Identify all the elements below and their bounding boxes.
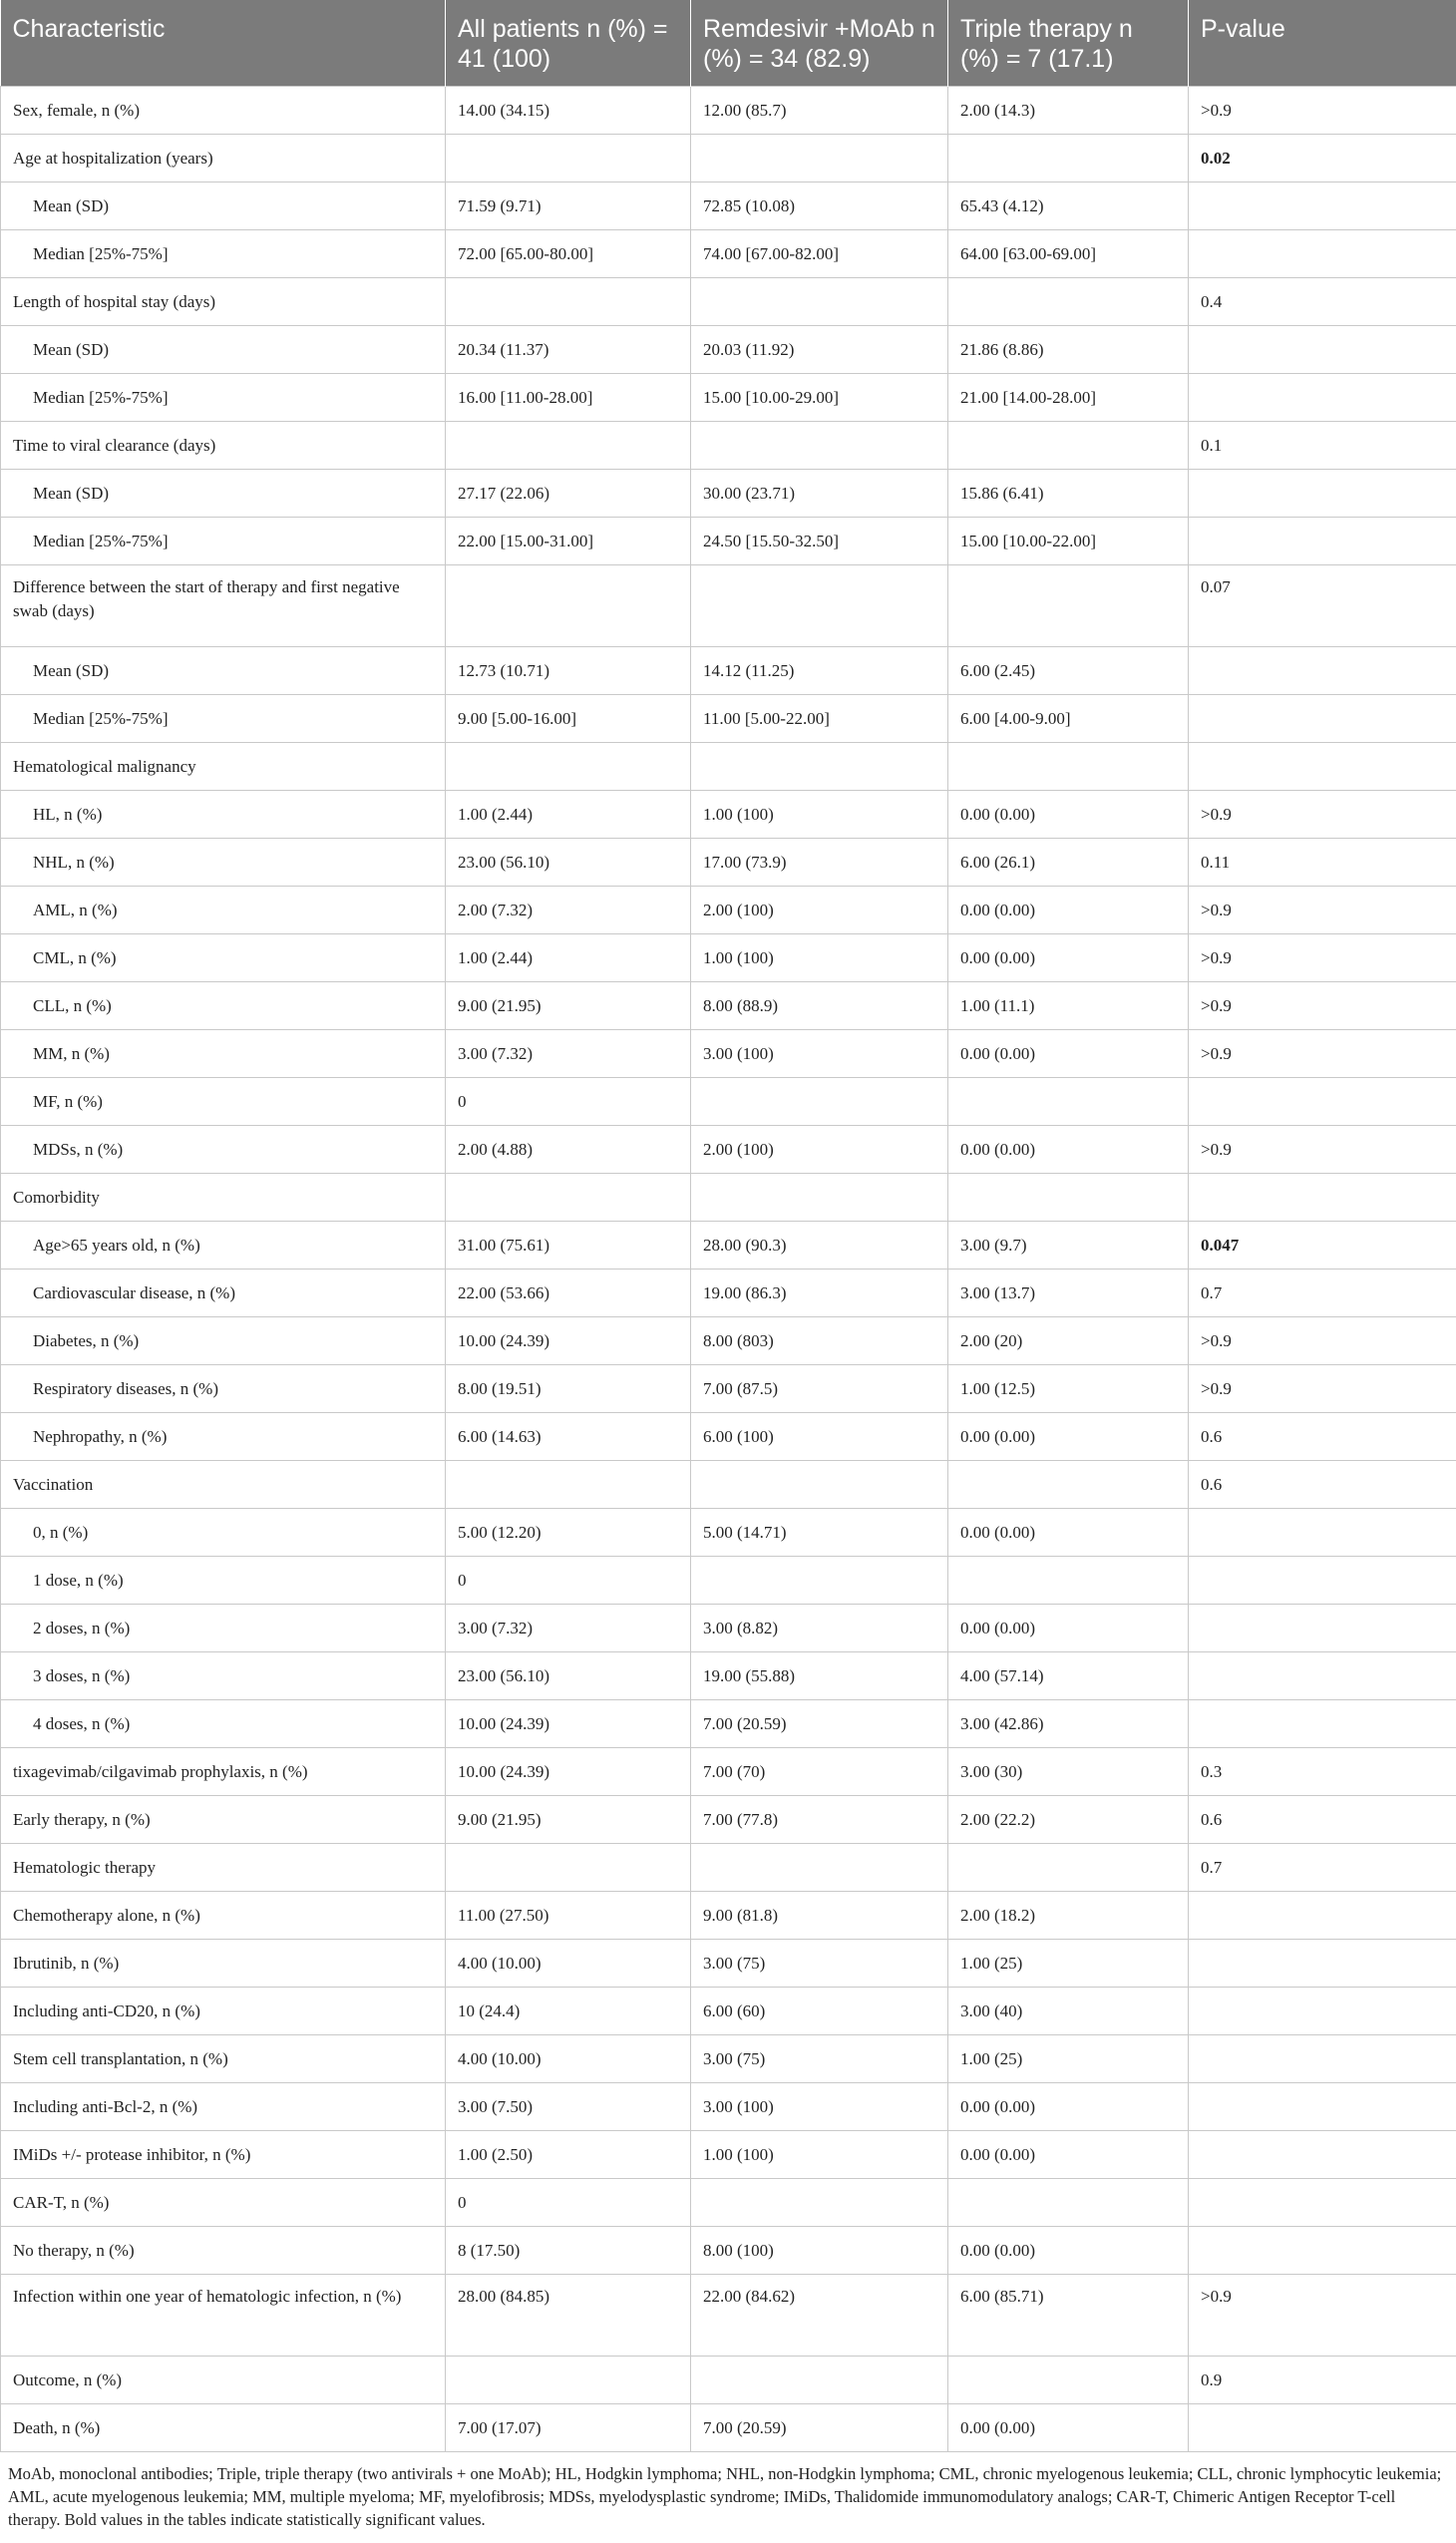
cell-triple-therapy: 3.00 (9.7) [948, 1222, 1189, 1270]
cell-remdesivir-moab [691, 1078, 948, 1126]
cell-characteristic: Cardiovascular disease, n (%) [1, 1270, 446, 1317]
cell-p-value [1189, 695, 1456, 743]
cell-p-value: >0.9 [1189, 1030, 1456, 1078]
cell-triple-therapy: 2.00 (22.2) [948, 1796, 1189, 1844]
cell-all-patients: 0 [446, 1557, 691, 1605]
table-row [1, 182, 1456, 230]
cell-characteristic: tixagevimab/cilgavimab prophylaxis, n (%) [1, 1748, 446, 1796]
cell-characteristic: CAR-T, n (%) [1, 2179, 446, 2227]
cell-triple-therapy: 0.00 (0.00) [948, 934, 1189, 982]
cell-remdesivir-moab: 12.00 (85.7) [691, 87, 948, 135]
cell-remdesivir-moab: 3.00 (100) [691, 1030, 948, 1078]
cell-remdesivir-moab: 9.00 (81.8) [691, 1892, 948, 1940]
cell-characteristic: 1 dose, n (%) [1, 1557, 446, 1605]
cell-p-value [1189, 1892, 1456, 1940]
cell-all-patients [446, 1174, 691, 1222]
cell-triple-therapy: 6.00 [4.00-9.00] [948, 695, 1189, 743]
cell-remdesivir-moab: 8.00 (100) [691, 2227, 948, 2275]
cell-triple-therapy: 6.00 (85.71) [948, 2275, 1189, 2357]
cell-all-patients: 28.00 (84.85) [446, 2275, 691, 2357]
cell-characteristic: Median [25%-75%] [1, 230, 446, 278]
table-row [1, 2083, 1456, 2131]
cell-remdesivir-moab: 11.00 [5.00-22.00] [691, 695, 948, 743]
cell-remdesivir-moab: 8.00 (803) [691, 1317, 948, 1365]
table-row [1, 1940, 1456, 1988]
table-row [1, 1844, 1456, 1892]
cell-all-patients: 14.00 (34.15) [446, 87, 691, 135]
cell-characteristic: 0, n (%) [1, 1509, 446, 1557]
cell-all-patients: 10 (24.4) [446, 1988, 691, 2035]
table-header [1, 0, 1456, 87]
cell-characteristic: 2 doses, n (%) [1, 1605, 446, 1652]
cell-p-value: 0.1 [1189, 422, 1456, 470]
cell-p-value [1189, 2227, 1456, 2275]
header-all-patients: All patients n (%) = 41 (100) [446, 0, 691, 87]
cell-all-patients: 3.00 (7.32) [446, 1030, 691, 1078]
cell-characteristic: MM, n (%) [1, 1030, 446, 1078]
cell-p-value [1189, 1174, 1456, 1222]
table-row [1, 1700, 1456, 1748]
cell-p-value: >0.9 [1189, 1126, 1456, 1174]
cell-p-value [1189, 1605, 1456, 1652]
cell-all-patients [446, 1844, 691, 1892]
cell-characteristic: MDSs, n (%) [1, 1126, 446, 1174]
table-row [1, 791, 1456, 839]
cell-characteristic: Time to viral clearance (days) [1, 422, 446, 470]
cell-characteristic: Early therapy, n (%) [1, 1796, 446, 1844]
cell-p-value: >0.9 [1189, 1365, 1456, 1413]
cell-all-patients [446, 565, 691, 647]
cell-all-patients: 3.00 (7.50) [446, 2083, 691, 2131]
table-row [1, 1413, 1456, 1461]
cell-characteristic: Sex, female, n (%) [1, 87, 446, 135]
cell-all-patients: 12.73 (10.71) [446, 647, 691, 695]
cell-remdesivir-moab: 19.00 (55.88) [691, 1652, 948, 1700]
table-row [1, 1796, 1456, 1844]
table-row [1, 565, 1456, 647]
table-row [1, 2131, 1456, 2179]
cell-triple-therapy: 0.00 (0.00) [948, 2227, 1189, 2275]
header-remdesivir-moab: Remdesivir +MoAb n (%) = 34 (82.9) [691, 0, 948, 87]
cell-remdesivir-moab: 6.00 (100) [691, 1413, 948, 1461]
cell-all-patients [446, 422, 691, 470]
table-row [1, 326, 1456, 374]
cell-remdesivir-moab: 8.00 (88.9) [691, 982, 948, 1030]
table-row [1, 1892, 1456, 1940]
cell-characteristic: Mean (SD) [1, 182, 446, 230]
cell-p-value: >0.9 [1189, 1317, 1456, 1365]
table-row [1, 887, 1456, 934]
cell-remdesivir-moab: 3.00 (8.82) [691, 1605, 948, 1652]
cell-triple-therapy: 2.00 (14.3) [948, 87, 1189, 135]
cell-characteristic: Mean (SD) [1, 470, 446, 518]
cell-p-value: >0.9 [1189, 934, 1456, 982]
cell-characteristic: CLL, n (%) [1, 982, 446, 1030]
cell-remdesivir-moab [691, 2357, 948, 2404]
cell-p-value: 0.07 [1189, 565, 1456, 647]
header-characteristic: Characteristic [1, 0, 446, 87]
cell-all-patients [446, 278, 691, 326]
header-p-value: P-value [1189, 0, 1456, 87]
cell-remdesivir-moab: 3.00 (100) [691, 2083, 948, 2131]
cell-triple-therapy: 2.00 (18.2) [948, 1892, 1189, 1940]
table-row [1, 135, 1456, 182]
table-row [1, 1030, 1456, 1078]
cell-remdesivir-moab: 15.00 [10.00-29.00] [691, 374, 948, 422]
cell-triple-therapy [948, 1174, 1189, 1222]
cell-all-patients: 2.00 (4.88) [446, 1126, 691, 1174]
cell-characteristic: 4 doses, n (%) [1, 1700, 446, 1748]
cell-all-patients: 6.00 (14.63) [446, 1413, 691, 1461]
cell-triple-therapy: 6.00 (26.1) [948, 839, 1189, 887]
cell-p-value: >0.9 [1189, 2275, 1456, 2357]
cell-triple-therapy [948, 135, 1189, 182]
cell-characteristic: Including anti-Bcl-2, n (%) [1, 2083, 446, 2131]
cell-characteristic: Respiratory diseases, n (%) [1, 1365, 446, 1413]
cell-characteristic: CML, n (%) [1, 934, 446, 982]
cell-all-patients [446, 2357, 691, 2404]
table-footnote: MoAb, monoclonal antibodies; Triple, triple therapy (two antivirals + one MoAb); HL, Hodgkin lymphoma; NHL, non-Hodgkin lymphoma; CML, chronic myelogenous leukemia; CLL, chronic lymphocytic leukemia; AML, acute myelogenous leukemia; MM, multiple myeloma; MF, myelofibrosis; MDSs, myelodysplastic syndrome; IMiDs, Thalidomide immunomodulatory analogs; CAR-T, Chimeric Antigen Receptor T-cell therapy. Bold values in the tables indicate statistically significant values. [8, 2464, 1442, 2529]
cell-remdesivir-moab: 1.00 (100) [691, 2131, 948, 2179]
table-row [1, 1317, 1456, 1365]
cell-p-value: >0.9 [1189, 982, 1456, 1030]
cell-remdesivir-moab [691, 743, 948, 791]
cell-all-patients: 22.00 (53.66) [446, 1270, 691, 1317]
cell-triple-therapy [948, 565, 1189, 647]
header-triple-therapy: Triple therapy n (%) = 7 (17.1) [948, 0, 1189, 87]
cell-all-patients: 7.00 (17.07) [446, 2404, 691, 2452]
cell-triple-therapy [948, 2357, 1189, 2404]
cell-all-patients: 9.00 (21.95) [446, 1796, 691, 1844]
cell-all-patients: 1.00 (2.44) [446, 934, 691, 982]
cell-p-value: 0.3 [1189, 1748, 1456, 1796]
cell-triple-therapy: 0.00 (0.00) [948, 2083, 1189, 2131]
cell-all-patients: 31.00 (75.61) [446, 1222, 691, 1270]
cell-triple-therapy [948, 1557, 1189, 1605]
table-row [1, 374, 1456, 422]
table-row [1, 2179, 1456, 2227]
cell-remdesivir-moab: 2.00 (100) [691, 1126, 948, 1174]
cell-remdesivir-moab: 3.00 (75) [691, 2035, 948, 2083]
table-row [1, 518, 1456, 565]
cell-triple-therapy [948, 1078, 1189, 1126]
cell-remdesivir-moab: 14.12 (11.25) [691, 647, 948, 695]
cell-characteristic: Vaccination [1, 1461, 446, 1509]
cell-all-patients: 0 [446, 1078, 691, 1126]
cell-remdesivir-moab [691, 2179, 948, 2227]
cell-remdesivir-moab [691, 135, 948, 182]
cell-all-patients: 71.59 (9.71) [446, 182, 691, 230]
cell-characteristic: NHL, n (%) [1, 839, 446, 887]
cell-remdesivir-moab: 22.00 (84.62) [691, 2275, 948, 2357]
table-row [1, 1222, 1456, 1270]
cell-p-value [1189, 2179, 1456, 2227]
cell-triple-therapy: 0.00 (0.00) [948, 791, 1189, 839]
table-row [1, 87, 1456, 135]
cell-p-value: 0.9 [1189, 2357, 1456, 2404]
cell-all-patients: 4.00 (10.00) [446, 2035, 691, 2083]
cell-remdesivir-moab [691, 1557, 948, 1605]
cell-p-value [1189, 743, 1456, 791]
cell-remdesivir-moab: 3.00 (75) [691, 1940, 948, 1988]
table-row [1, 1988, 1456, 2035]
cell-remdesivir-moab: 30.00 (23.71) [691, 470, 948, 518]
cell-p-value [1189, 470, 1456, 518]
cell-characteristic: Median [25%-75%] [1, 695, 446, 743]
table-row [1, 1652, 1456, 1700]
table-row [1, 743, 1456, 791]
cell-p-value: 0.11 [1189, 839, 1456, 887]
table-row [1, 278, 1456, 326]
cell-triple-therapy: 1.00 (11.1) [948, 982, 1189, 1030]
cell-characteristic: Mean (SD) [1, 326, 446, 374]
cell-p-value: 0.6 [1189, 1413, 1456, 1461]
table-row [1, 1174, 1456, 1222]
cell-p-value: 0.7 [1189, 1844, 1456, 1892]
cell-remdesivir-moab: 72.85 (10.08) [691, 182, 948, 230]
cell-triple-therapy [948, 2179, 1189, 2227]
cell-all-patients: 9.00 [5.00-16.00] [446, 695, 691, 743]
cell-remdesivir-moab: 2.00 (100) [691, 887, 948, 934]
cell-characteristic: Hematological malignancy [1, 743, 446, 791]
table-row [1, 2035, 1456, 2083]
cell-all-patients: 2.00 (7.32) [446, 887, 691, 934]
cell-p-value: 0.047 [1189, 1222, 1456, 1270]
cell-triple-therapy [948, 743, 1189, 791]
cell-characteristic: IMiDs +/- protease inhibitor, n (%) [1, 2131, 446, 2179]
cell-remdesivir-moab: 74.00 [67.00-82.00] [691, 230, 948, 278]
cell-triple-therapy: 0.00 (0.00) [948, 2404, 1189, 2452]
cell-triple-therapy: 3.00 (30) [948, 1748, 1189, 1796]
cell-triple-therapy [948, 1844, 1189, 1892]
cell-p-value [1189, 1988, 1456, 2035]
cell-p-value [1189, 647, 1456, 695]
cell-all-patients: 8.00 (19.51) [446, 1365, 691, 1413]
cell-triple-therapy: 1.00 (25) [948, 1940, 1189, 1988]
cell-all-patients: 11.00 (27.50) [446, 1892, 691, 1940]
cell-remdesivir-moab: 19.00 (86.3) [691, 1270, 948, 1317]
cell-all-patients: 9.00 (21.95) [446, 982, 691, 1030]
cell-triple-therapy [948, 1461, 1189, 1509]
cell-remdesivir-moab: 1.00 (100) [691, 934, 948, 982]
cell-triple-therapy: 2.00 (20) [948, 1317, 1189, 1365]
cell-characteristic: Diabetes, n (%) [1, 1317, 446, 1365]
cell-characteristic: Mean (SD) [1, 647, 446, 695]
table-row [1, 982, 1456, 1030]
cell-all-patients: 10.00 (24.39) [446, 1748, 691, 1796]
cell-all-patients: 4.00 (10.00) [446, 1940, 691, 1988]
table-row [1, 647, 1456, 695]
cell-characteristic: No therapy, n (%) [1, 2227, 446, 2275]
cell-p-value: >0.9 [1189, 791, 1456, 839]
cell-all-patients: 3.00 (7.32) [446, 1605, 691, 1652]
cell-p-value: 0.7 [1189, 1270, 1456, 1317]
table-row [1, 1078, 1456, 1126]
cell-triple-therapy: 65.43 (4.12) [948, 182, 1189, 230]
cell-all-patients: 8 (17.50) [446, 2227, 691, 2275]
cell-p-value [1189, 230, 1456, 278]
cell-remdesivir-moab [691, 1174, 948, 1222]
cell-remdesivir-moab: 7.00 (77.8) [691, 1796, 948, 1844]
cell-remdesivir-moab: 7.00 (70) [691, 1748, 948, 1796]
cell-characteristic: Hematologic therapy [1, 1844, 446, 1892]
cell-characteristic: Stem cell transplantation, n (%) [1, 2035, 446, 2083]
cell-characteristic: AML, n (%) [1, 887, 446, 934]
cell-p-value [1189, 1940, 1456, 1988]
cell-triple-therapy: 3.00 (13.7) [948, 1270, 1189, 1317]
cell-remdesivir-moab: 1.00 (100) [691, 791, 948, 839]
cell-all-patients [446, 743, 691, 791]
cell-all-patients: 23.00 (56.10) [446, 1652, 691, 1700]
cell-remdesivir-moab: 24.50 [15.50-32.50] [691, 518, 948, 565]
table-row [1, 2357, 1456, 2404]
cell-triple-therapy: 3.00 (42.86) [948, 1700, 1189, 1748]
cell-remdesivir-moab: 17.00 (73.9) [691, 839, 948, 887]
cell-all-patients [446, 1461, 691, 1509]
cell-triple-therapy: 21.86 (8.86) [948, 326, 1189, 374]
cell-p-value [1189, 2404, 1456, 2452]
cell-characteristic: Including anti-CD20, n (%) [1, 1988, 446, 2035]
cell-remdesivir-moab: 7.00 (20.59) [691, 2404, 948, 2452]
cell-characteristic: 3 doses, n (%) [1, 1652, 446, 1700]
cell-p-value [1189, 1652, 1456, 1700]
table-row [1, 2227, 1456, 2275]
cell-triple-therapy: 21.00 [14.00-28.00] [948, 374, 1189, 422]
table-row [1, 1605, 1456, 1652]
cell-remdesivir-moab [691, 565, 948, 647]
cell-characteristic: Comorbidity [1, 1174, 446, 1222]
cell-remdesivir-moab [691, 422, 948, 470]
cell-triple-therapy: 0.00 (0.00) [948, 1030, 1189, 1078]
cell-all-patients: 10.00 (24.39) [446, 1317, 691, 1365]
table-row [1, 2275, 1456, 2357]
cell-p-value: 0.02 [1189, 135, 1456, 182]
table-row [1, 1126, 1456, 1174]
cell-p-value [1189, 1700, 1456, 1748]
cell-all-patients: 0 [446, 2179, 691, 2227]
cell-triple-therapy: 15.86 (6.41) [948, 470, 1189, 518]
cell-triple-therapy: 6.00 (2.45) [948, 647, 1189, 695]
cell-all-patients: 1.00 (2.50) [446, 2131, 691, 2179]
table-row [1, 1270, 1456, 1317]
cell-triple-therapy: 64.00 [63.00-69.00] [948, 230, 1189, 278]
cell-all-patients: 20.34 (11.37) [446, 326, 691, 374]
cell-triple-therapy: 3.00 (40) [948, 1988, 1189, 2035]
cell-remdesivir-moab: 20.03 (11.92) [691, 326, 948, 374]
cell-triple-therapy: 0.00 (0.00) [948, 2131, 1189, 2179]
table-row [1, 2404, 1456, 2452]
cell-p-value [1189, 374, 1456, 422]
cell-p-value [1189, 2035, 1456, 2083]
cell-p-value: 0.6 [1189, 1461, 1456, 1509]
cell-characteristic: Median [25%-75%] [1, 374, 446, 422]
cell-p-value [1189, 1078, 1456, 1126]
cell-remdesivir-moab: 5.00 (14.71) [691, 1509, 948, 1557]
cell-triple-therapy: 0.00 (0.00) [948, 1413, 1189, 1461]
cell-remdesivir-moab: 28.00 (90.3) [691, 1222, 948, 1270]
table-row [1, 934, 1456, 982]
cell-all-patients: 10.00 (24.39) [446, 1700, 691, 1748]
table-row [1, 695, 1456, 743]
cell-triple-therapy: 0.00 (0.00) [948, 1605, 1189, 1652]
cell-characteristic: Length of hospital stay (days) [1, 278, 446, 326]
table-body [1, 87, 1456, 2452]
cell-p-value [1189, 182, 1456, 230]
header-row [1, 0, 1456, 87]
table-row [1, 1461, 1456, 1509]
cell-all-patients [446, 135, 691, 182]
cell-p-value [1189, 326, 1456, 374]
cell-all-patients: 23.00 (56.10) [446, 839, 691, 887]
cell-p-value [1189, 1509, 1456, 1557]
cell-characteristic: Ibrutinib, n (%) [1, 1940, 446, 1988]
cell-p-value: 0.4 [1189, 278, 1456, 326]
table-row [1, 1748, 1456, 1796]
cell-triple-therapy: 1.00 (12.5) [948, 1365, 1189, 1413]
cell-triple-therapy: 15.00 [10.00-22.00] [948, 518, 1189, 565]
cell-all-patients: 27.17 (22.06) [446, 470, 691, 518]
cell-triple-therapy: 1.00 (25) [948, 2035, 1189, 2083]
cell-p-value: >0.9 [1189, 887, 1456, 934]
cell-remdesivir-moab: 7.00 (87.5) [691, 1365, 948, 1413]
cell-triple-therapy: 0.00 (0.00) [948, 887, 1189, 934]
cell-all-patients: 72.00 [65.00-80.00] [446, 230, 691, 278]
cell-all-patients: 16.00 [11.00-28.00] [446, 374, 691, 422]
cell-all-patients: 5.00 (12.20) [446, 1509, 691, 1557]
cell-remdesivir-moab [691, 1461, 948, 1509]
cell-remdesivir-moab [691, 1844, 948, 1892]
cell-characteristic: Difference between the start of therapy and first negative swab (days) [1, 565, 446, 647]
cell-triple-therapy: 0.00 (0.00) [948, 1509, 1189, 1557]
cell-characteristic: Infection within one year of hematologic infection, n (%) [1, 2275, 446, 2357]
cell-triple-therapy [948, 422, 1189, 470]
table-row [1, 422, 1456, 470]
cell-characteristic: Median [25%-75%] [1, 518, 446, 565]
table-row [1, 230, 1456, 278]
cell-p-value [1189, 518, 1456, 565]
cell-characteristic: HL, n (%) [1, 791, 446, 839]
cell-characteristic: MF, n (%) [1, 1078, 446, 1126]
cell-remdesivir-moab: 6.00 (60) [691, 1988, 948, 2035]
cell-triple-therapy [948, 278, 1189, 326]
table-row [1, 1509, 1456, 1557]
cell-all-patients: 22.00 [15.00-31.00] [446, 518, 691, 565]
cell-p-value [1189, 2131, 1456, 2179]
cell-remdesivir-moab [691, 278, 948, 326]
table-row [1, 1557, 1456, 1605]
cell-triple-therapy: 0.00 (0.00) [948, 1126, 1189, 1174]
cell-p-value [1189, 1557, 1456, 1605]
cell-characteristic: Age>65 years old, n (%) [1, 1222, 446, 1270]
cell-characteristic: Nephropathy, n (%) [1, 1413, 446, 1461]
cell-p-value [1189, 2083, 1456, 2131]
cell-characteristic: Death, n (%) [1, 2404, 446, 2452]
cell-characteristic: Age at hospitalization (years) [1, 135, 446, 182]
cell-remdesivir-moab: 7.00 (20.59) [691, 1700, 948, 1748]
cell-triple-therapy: 4.00 (57.14) [948, 1652, 1189, 1700]
cell-p-value: >0.9 [1189, 87, 1456, 135]
cell-characteristic: Outcome, n (%) [1, 2357, 446, 2404]
cell-p-value: 0.6 [1189, 1796, 1456, 1844]
table-row [1, 470, 1456, 518]
cell-all-patients: 1.00 (2.44) [446, 791, 691, 839]
cell-characteristic: Chemotherapy alone, n (%) [1, 1892, 446, 1940]
table-row [1, 839, 1456, 887]
table-row [1, 1365, 1456, 1413]
